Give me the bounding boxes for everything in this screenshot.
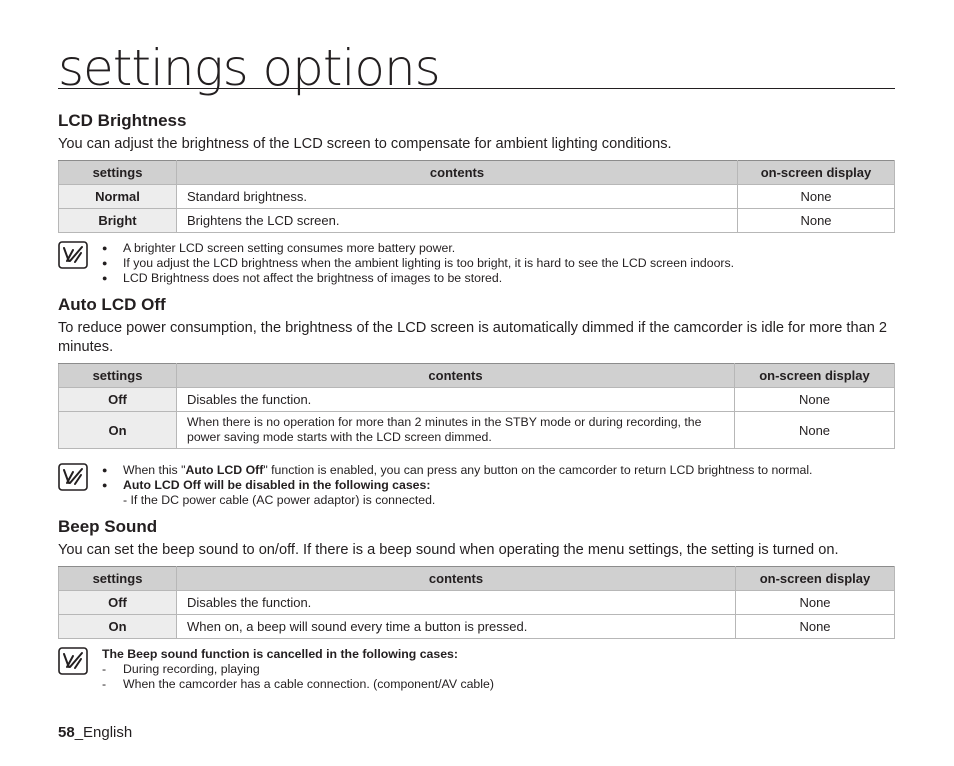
- row-contents: When there is no operation for more than 2 minutes in the STBY mode or during recording, the power saving mode starts with the LCD screen dimmed.: [177, 412, 735, 449]
- row-display: None: [735, 388, 895, 412]
- header-display: on-screen display: [736, 567, 895, 591]
- note-item: ● LCD Brightness does not affect the brightness of images to be stored.: [102, 271, 892, 286]
- note-item: - When the camcorder has a cable connection. (component/AV cable): [102, 677, 892, 692]
- row-setting: On: [59, 412, 177, 449]
- note-item: - During recording, playing: [102, 662, 892, 677]
- note-list: [102, 463, 892, 508]
- row-contents: Standard brightness.: [177, 185, 738, 209]
- section-intro: You can adjust the brightness of the LCD screen to compensate for ambient lighting conditions.: [58, 136, 672, 152]
- header-settings: settings: [59, 161, 177, 185]
- note-item: ● If you adjust the LCD brightness when the ambient lighting is too bright, it is hard to see the LCD screen indoors.: [102, 256, 892, 271]
- header-contents: contents: [177, 567, 736, 591]
- row-display: None: [736, 615, 895, 639]
- header-display: on-screen display: [735, 364, 895, 388]
- header-contents: contents: [177, 364, 735, 388]
- table-row: [59, 185, 895, 209]
- table-row: [59, 209, 895, 233]
- note-text: " function is enabled, you can press any button on the camcorder to return LCD brightness to normal.: [263, 463, 813, 477]
- table-row: [59, 591, 895, 615]
- page-footer: [58, 724, 132, 741]
- row-contents: Brightens the LCD screen.: [177, 209, 738, 233]
- section-lcd-brightness: [58, 111, 895, 233]
- header-contents: contents: [177, 161, 738, 185]
- row-display: None: [738, 209, 895, 233]
- row-display: None: [735, 412, 895, 449]
- memo-note-icon: [58, 241, 88, 269]
- row-contents: When on, a beep will sound every time a button is pressed.: [177, 615, 736, 639]
- section-heading: Beep Sound: [58, 517, 158, 536]
- row-setting: Normal: [59, 185, 177, 209]
- title-rule: [58, 88, 895, 89]
- note-heading: The Beep sound function is cancelled in the following cases:: [102, 647, 458, 661]
- page-number: 58: [58, 724, 75, 741]
- table-row: [59, 412, 895, 449]
- note-list: [102, 647, 892, 692]
- table-header-row: [59, 364, 895, 388]
- note-bold-text: Auto LCD Off: [185, 463, 264, 477]
- memo-note-icon: [58, 463, 88, 491]
- table-row: [59, 615, 895, 639]
- header-settings: settings: [59, 567, 177, 591]
- row-contents: Disables the function.: [177, 388, 735, 412]
- settings-table: [58, 566, 895, 639]
- section-heading: Auto LCD Off: [58, 295, 166, 314]
- row-setting: Off: [59, 388, 177, 412]
- table-row: [59, 388, 895, 412]
- note-text: When this ": [123, 463, 186, 477]
- note-item: ● Auto LCD Off will be disabled in the following cases:: [102, 478, 892, 493]
- footer-language: _English: [74, 724, 133, 741]
- settings-table: [58, 160, 895, 233]
- row-display: None: [736, 591, 895, 615]
- section-heading: LCD Brightness: [58, 111, 187, 130]
- page-title: settings options: [58, 39, 440, 97]
- row-setting: Bright: [59, 209, 177, 233]
- row-setting: On: [59, 615, 177, 639]
- section-auto-lcd-off: [58, 295, 895, 449]
- note-item: ● A brighter LCD screen setting consumes more battery power.: [102, 241, 892, 256]
- row-display: None: [738, 185, 895, 209]
- note-item: [102, 463, 892, 478]
- table-header-row: [59, 161, 895, 185]
- row-setting: Off: [59, 591, 177, 615]
- note-subitem: - If the DC power cable (AC power adaptor) is connected.: [123, 493, 436, 507]
- note-list: [102, 241, 892, 286]
- row-contents: Disables the function.: [177, 591, 736, 615]
- header-settings: settings: [59, 364, 177, 388]
- section-intro: You can set the beep sound to on/off. If there is a beep sound when operating the menu settings, the setting is turned on.: [58, 542, 839, 558]
- memo-note-icon: [58, 647, 88, 675]
- table-header-row: [59, 567, 895, 591]
- settings-table: [58, 363, 895, 449]
- section-intro: To reduce power consumption, the brightness of the LCD screen is automatically dimmed if the camcorder is idle for more than 2 minutes.: [58, 320, 887, 355]
- section-beep-sound: [58, 517, 895, 639]
- header-display: on-screen display: [738, 161, 895, 185]
